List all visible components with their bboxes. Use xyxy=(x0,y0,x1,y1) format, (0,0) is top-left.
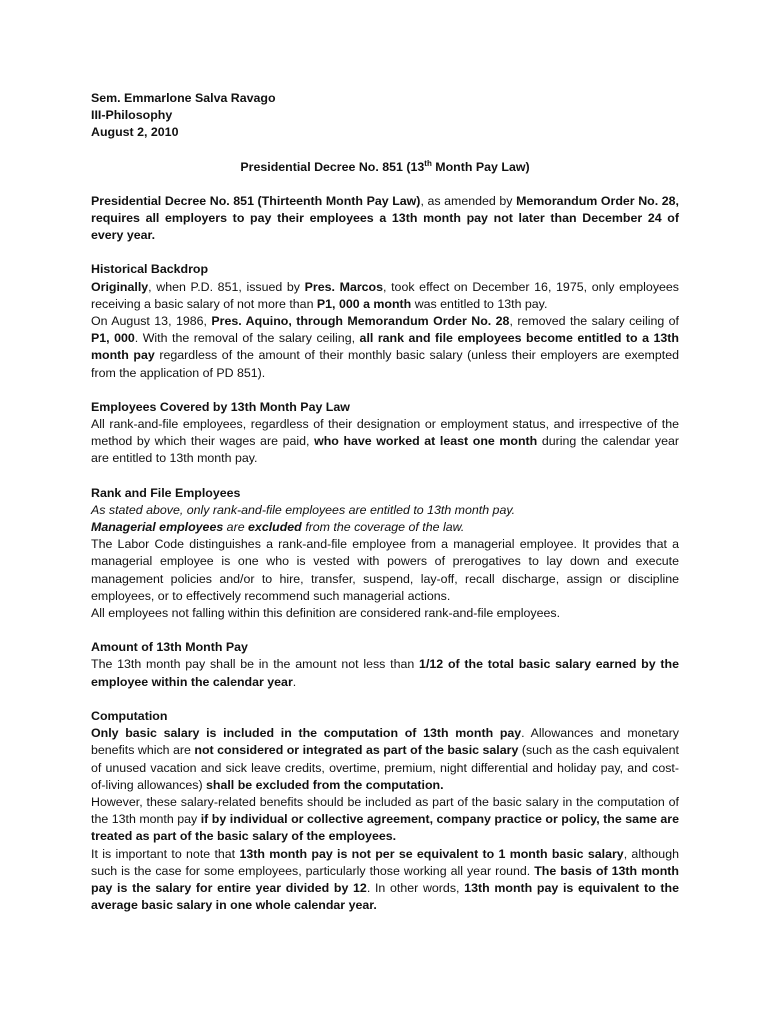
document-title: Presidential Decree No. 851 (13th Month Pay Law) xyxy=(240,158,530,174)
section-historical-backdrop xyxy=(91,261,679,381)
backdrop-paragraph-1: Originally, when P.D. 851, issued by Pres. Marcos, took effect on December 16, 1975, only employees receiving a basic salary of not more than P1, 000 a month was entitled to 13th pay. xyxy=(91,279,679,311)
covered-paragraph: All rank-and-file employees, regardless of their designation or employment status, and irrespective of the method by which their wages are paid, who have worked at least one month during the calendar year are entitled to 13th month pay. xyxy=(91,417,679,466)
section-computation xyxy=(91,708,679,914)
computation-paragraph-3: It is important to note that 13th month pay is not per se equivalent to 1 month basic salary, although such is the case for some employees, particularly those working all year round. The basis of 13th month pay is the salary for entire year divided by 12. In other words, 13th month pay is equivalent to the average basic salary in one whole calendar year. xyxy=(91,846,679,913)
rank-note-2: Managerial employees are excluded from the coverage of the law. xyxy=(91,520,465,535)
section-heading: Historical Backdrop xyxy=(91,262,209,277)
backdrop-paragraph-2: On August 13, 1986, Pres. Aquino, through Memorandum Order No. 28, removed the salary ceiling of P1, 000. With the removal of the salary ceiling, all rank and file employees become entitled to a 13th month pay regardless of the amount of their monthly basic salary (unless their employers are exempted from the application of PD 851). xyxy=(91,314,679,380)
author-name: Sem. Emmarlone Salva Ravago xyxy=(91,91,276,105)
intro-paragraph: Presidential Decree No. 851 (Thirteenth Month Pay Law), as amended by Memorandum Order No. 28, requires all employers to pay their employees a 13th month pay not later than December 24 of every year. xyxy=(91,193,679,243)
section-rank-and-file xyxy=(91,485,679,623)
section-heading: Computation xyxy=(91,708,168,723)
amount-paragraph: The 13th month pay shall be in the amount not less than 1/12 of the total basic salary earned by the employee within the calendar year. xyxy=(91,657,679,689)
section-amount xyxy=(91,639,679,691)
document-body xyxy=(91,90,679,914)
title-superscript: th xyxy=(424,158,432,168)
document-date: August 2, 2010 xyxy=(91,125,179,140)
section-heading: Amount of 13th Month Pay xyxy=(91,640,248,655)
computation-paragraph-2: However, these salary-related benefits should be included as part of the basic salary in the computation of the 13th month pay if by individual or collective agreement, company practice or policy, the same are treated as part of the basic salary of the employees. xyxy=(91,794,679,844)
computation-paragraph-1: Only basic salary is included in the computation of 13th month pay. Allowances and monetary benefits which are not considered or integrated as part of the basic salary (such as the cash equivalent of unused vacation and sick leave credits, overtime, premium, night differential and holiday pay, and cost-of-living allowances) shall be excluded from the computation. xyxy=(91,726,679,792)
rank-paragraph-2: All employees not falling within this definition are considered rank-and-file employees. xyxy=(91,606,561,621)
section-heading: Employees Covered by 13th Month Pay Law xyxy=(91,399,350,414)
header-block xyxy=(91,90,679,142)
section-heading: Rank and File Employees xyxy=(91,485,241,500)
section-employees-covered xyxy=(91,399,679,468)
course: III-Philosophy xyxy=(91,108,173,123)
rank-note-1: As stated above, only rank-and-file employees are entitled to 13th month pay. xyxy=(91,502,516,517)
rank-paragraph: The Labor Code distinguishes a rank-and-file employee from a managerial employee. It provides that a managerial employee is one who is vested with powers of prerogatives to lay down and execute management policies and/or to hire, transfer, suspend, lay-off, recall discharge, assign or discipline employees, or to effectively recommend such managerial actions. xyxy=(91,537,679,603)
